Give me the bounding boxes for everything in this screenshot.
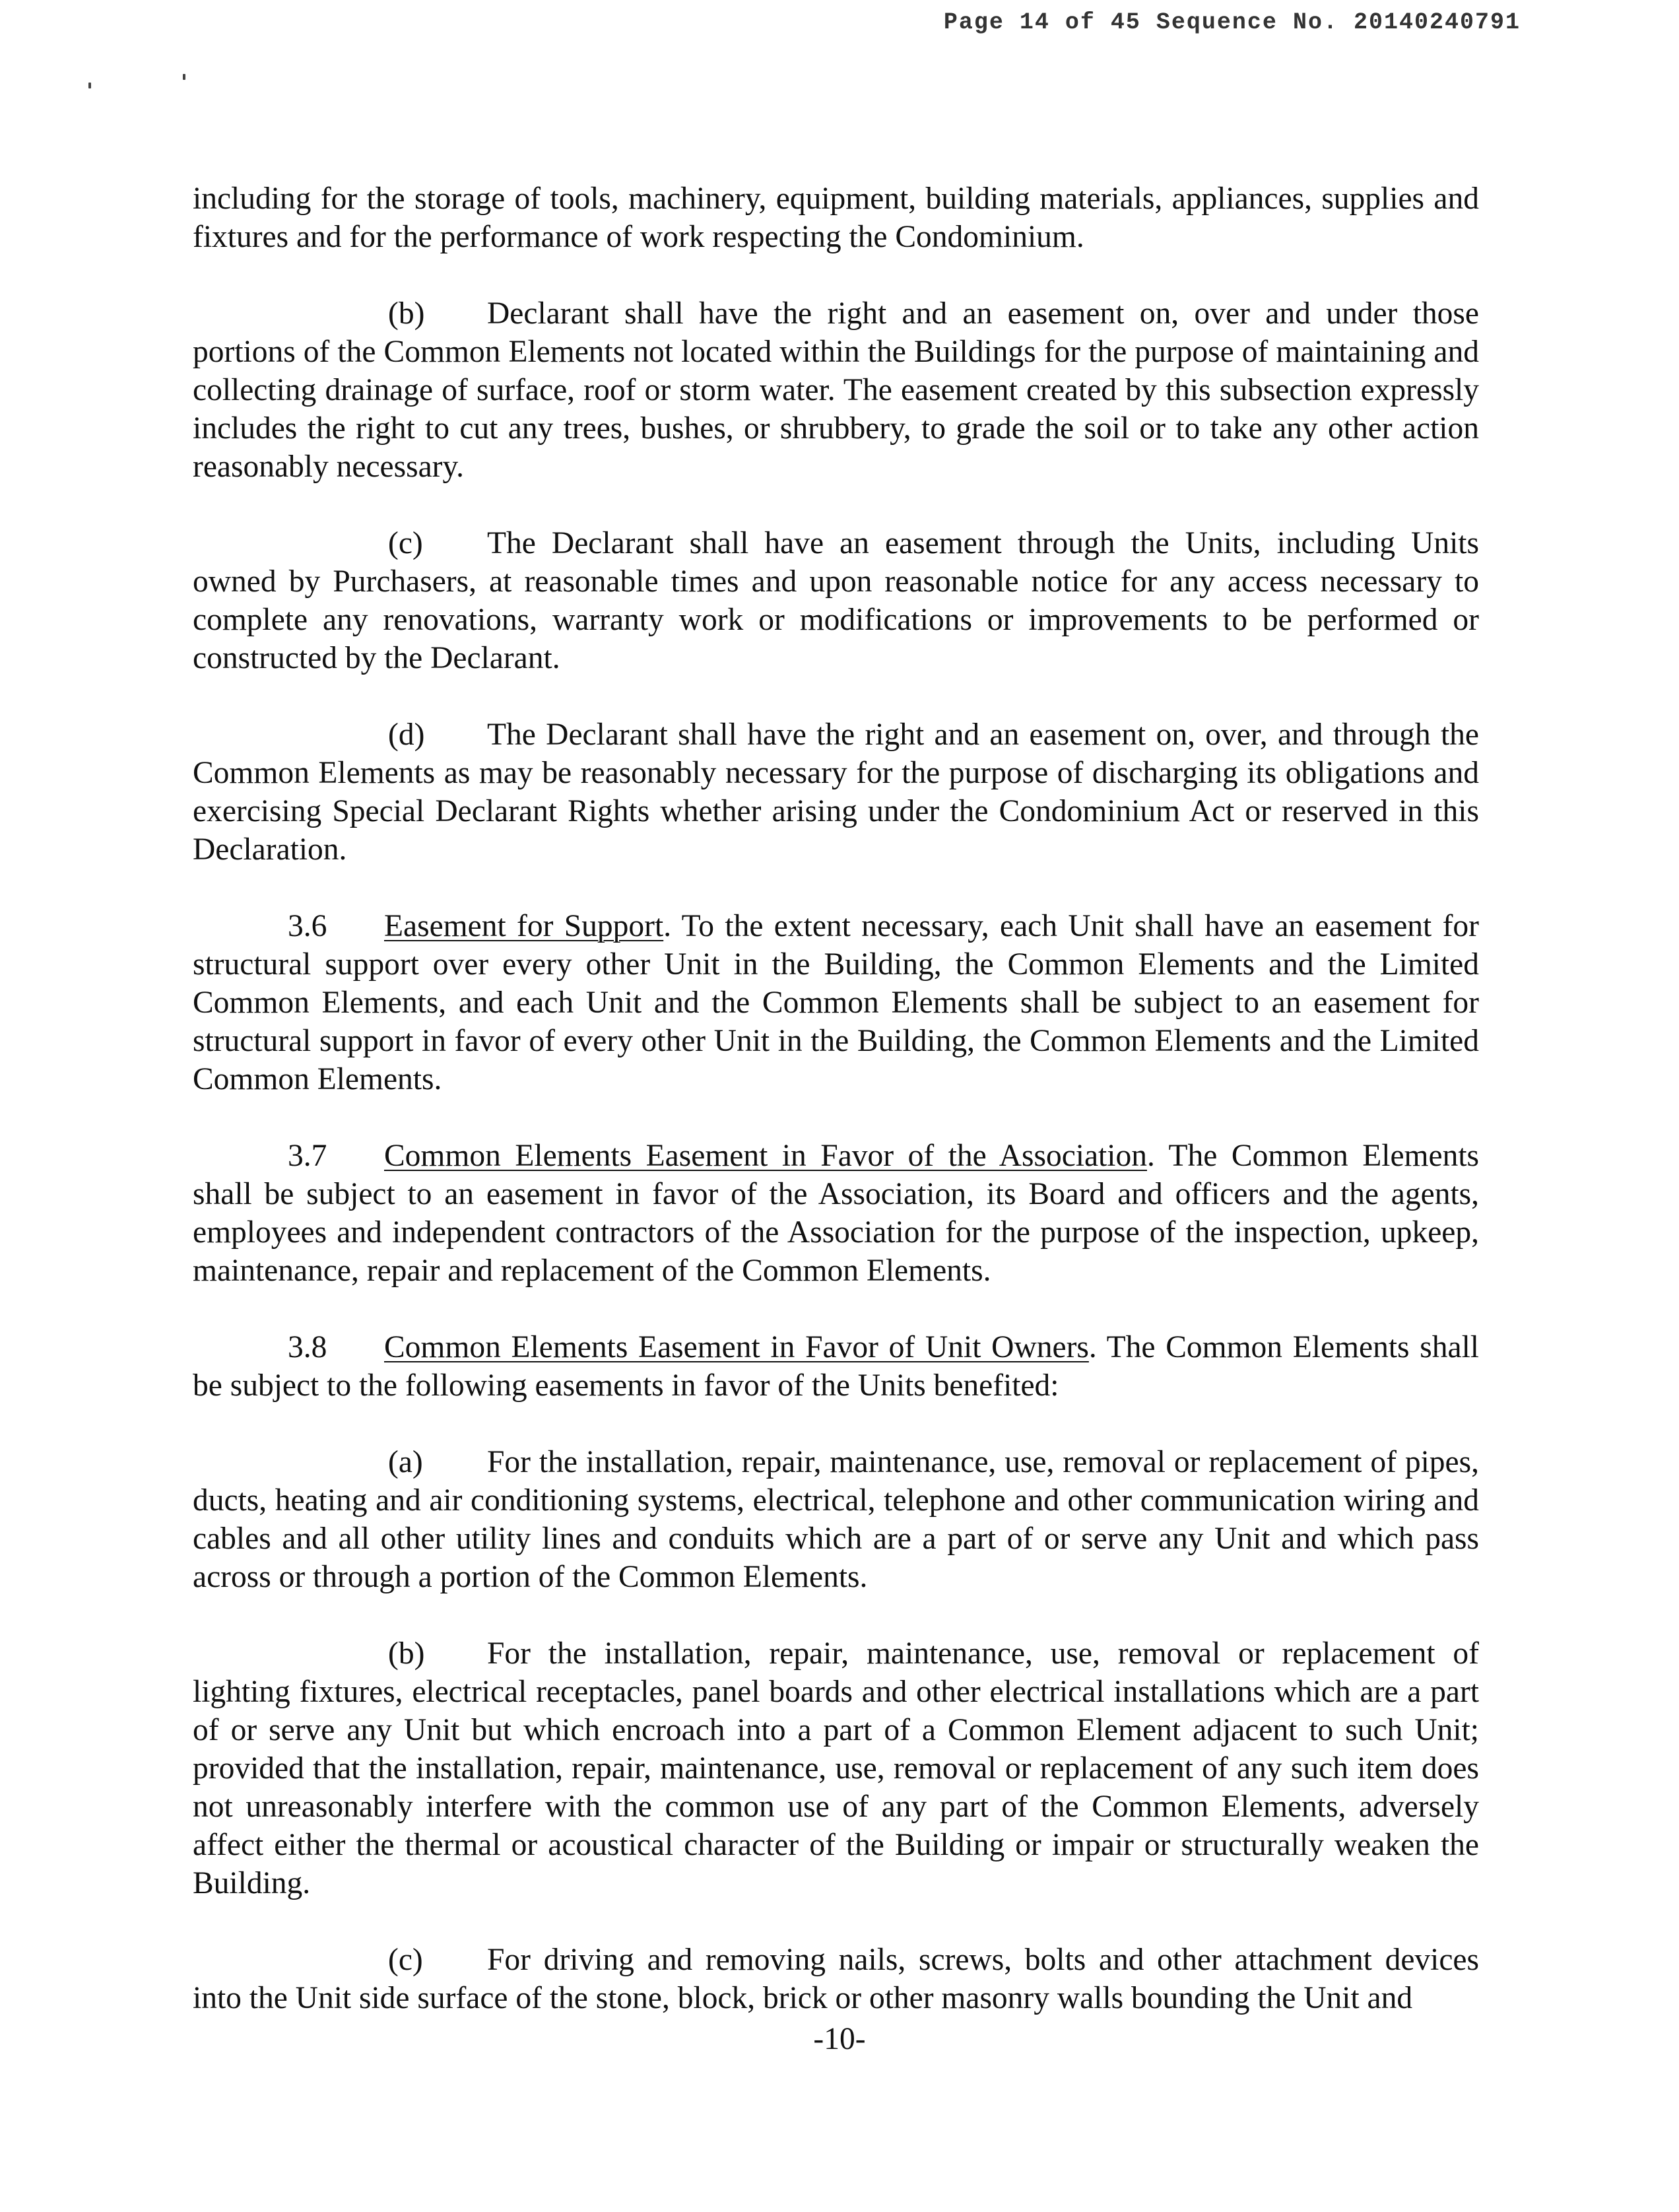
scan-speck [88, 83, 91, 88]
subsection-marker: (b) [388, 296, 425, 331]
section-heading: Easement for Support [384, 909, 664, 943]
subsection-c [193, 1941, 1479, 2017]
paragraph-text: The Declarant shall have the right and an easement on, over, and through the Common Elements as may be reasonably necessary for the purpose of discharging its obligations and exercising Special Declarant Rights whether arising under the Condominium Act or reserved in this Declaration. [193, 718, 1479, 867]
section-heading: Common Elements Easement in Favor of the Association [384, 1139, 1147, 1173]
paragraph-continuation [193, 180, 1479, 256]
section-number: 3.7 [288, 1139, 327, 1173]
subsection-b [193, 1634, 1479, 1902]
section-3-7 [193, 1137, 1479, 1290]
paragraph-text: For the installation, repair, maintenance, use, removal or replacement of lighting fixtures, electrical receptacles, panel boards and other electrical installations which are a part of or serve any Unit but which encroach into a part of a Common Element adjacent to such Unit; provided that the installation, repair, maintenance, use, removal or replacement of any such item does not unreasonably interfere with the common use of any part of the Common Elements, adversely affect either the thermal or acoustical character of the Building or impair or structurally weaken the Building. [193, 1636, 1479, 1900]
paragraph-text: For driving and removing nails, screws, bolts and other attachment devices into the Unit side surface of the stone, block, brick or other masonry walls bounding the Unit and [193, 1943, 1479, 2015]
subsection-marker: (c) [388, 526, 423, 560]
section-3-8 [193, 1328, 1479, 1405]
subsection-marker: (c) [388, 1943, 423, 1977]
subsection-marker: (b) [388, 1636, 425, 1671]
subsection-c [193, 524, 1479, 677]
paragraph-text: . The Common Elements shall be subject to an easement in favor of the Association, its Board and officers and the agents, employees and independent contractors of the Association for the purpose of the inspection, upkeep, maintenance, repair and replacement of the Common Elements. [193, 1139, 1480, 1288]
page-header: Page 14 of 45 Sequence No. 20140240791 [943, 9, 1521, 36]
paragraph-text: Declarant shall have the right and an easement on, over and under those portions of the Common Elements not located within the Buildings for the purpose of maintaining and collecting drainage of surface, roof or storm water. The easement created by this subsection expressly includes the right to cut any trees, bushes, or shrubbery, to grade the soil or to take any other action reasonably necessary. [193, 296, 1479, 484]
page-number: -10- [813, 2022, 866, 2056]
section-heading: Common Elements Easement in Favor of Unit Owners [384, 1330, 1089, 1364]
subsection-marker: (a) [388, 1445, 423, 1479]
paragraph-text: . The Common Elements shall be subject to the following easements in favor of the Units benefited: [193, 1330, 1479, 1403]
section-number: 3.6 [288, 909, 327, 943]
subsection-a [193, 1443, 1479, 1596]
subsection-d [193, 716, 1479, 869]
document-body [193, 180, 1479, 2056]
scan-speck [183, 74, 185, 80]
subsection-marker: (d) [388, 718, 425, 752]
paragraph-text: For the installation, repair, maintenance, use, removal or replacement of pipes, ducts, heating and air conditioning systems, electrical, telephone and other communication wiring and cables and all other utility lines and conduits which are a part of or serve any Unit and which pass across or through a portion of the Common Elements. [193, 1445, 1479, 1594]
section-3-6 [193, 907, 1479, 1098]
section-number: 3.8 [288, 1330, 327, 1364]
paragraph-text: including for the storage of tools, machinery, equipment, building materials, appliances, supplies and fixtures and for the performance of work respecting the Condominium. [193, 182, 1479, 254]
paragraph-text: . To the extent necessary, each Unit shall have an easement for structural support over every other Unit in the Building, the Common Elements and the Limited Common Elements, and each Unit and the Common Elements shall be subject to an easement for structural support in favor of every other Unit in the Building, the Common Elements and the Limited Common Elements. [193, 909, 1479, 1096]
subsection-b [193, 294, 1479, 486]
paragraph-text: The Declarant shall have an easement through the Units, including Units owned by Purchasers, at reasonable times and upon reasonable notice for any access necessary to complete any renovations, warranty work or modifications or improvements to be performed or constructed by the Declarant. [193, 526, 1479, 675]
